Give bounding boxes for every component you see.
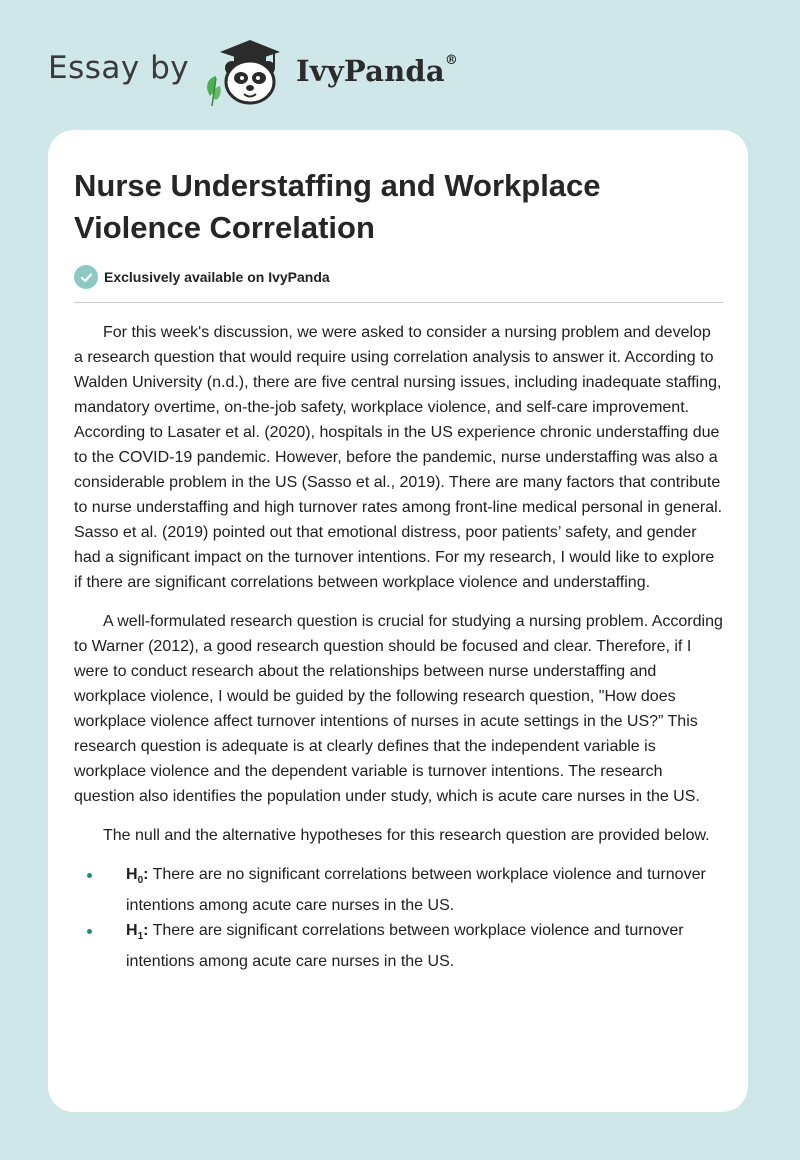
- exclusive-badge: [74, 264, 330, 290]
- hypothesis-label: $H_1$:: [126, 922, 149, 943]
- bullet-icon: [87, 929, 92, 934]
- registered-mark: ®: [444, 53, 459, 69]
- ivypanda-logo-icon[interactable]: [202, 36, 298, 108]
- essay-by-label: Essay by: [48, 50, 190, 86]
- essay-body: [74, 320, 723, 974]
- bullet-icon: [87, 873, 92, 878]
- paragraph: The null and the alternative hypotheses for this research question are provided below.: [103, 827, 710, 844]
- list-item: [74, 918, 723, 974]
- paragraph: For this week's discussion, we were asked to consider a nursing problem and develop a research question that would require using correlation analysis to answer it. According to Walden University (n.d.), there are five central nursing issues, including inadequate staffing, mandatory overtime, on-the-job safety, workplace violence, and self-care improvement. According to Lasater et al. (2020), hospitals in the US experience chronic understaffing due to the COVID-19 pandemic. However, before the pandemic, nurse understaffing was also a considerable problem in the US (Sasso et al., 2019). There are many factors that contribute to nurse understaffing and high turnover rates among front-line medical personal in general. Sasso et al. (2019) pointed out that emotional distress, poor patients’ safety, and gender had a significant impact on the turnover intentions. For my research, I would like to explore if there are significant correlations between workplace violence and understaffing.: [74, 324, 723, 591]
- divider: [74, 302, 723, 303]
- list-item: [74, 862, 723, 918]
- site-header: [48, 36, 548, 106]
- brand-name[interactable]: IvyPanda®: [296, 53, 459, 88]
- essay-card: [48, 130, 748, 1112]
- hypotheses-list: [74, 862, 723, 974]
- exclusive-label: Exclusively available on IvyPanda: [104, 269, 330, 285]
- check-icon: [74, 265, 98, 289]
- hypothesis-text: There are significant correlations between workplace violence and turnover intentions among acute care nurses in the US.: [126, 922, 684, 971]
- hypothesis-label: $H_0$:: [126, 866, 149, 887]
- essay-title: Nurse Understaffing and Workplace Violence Correlation: [74, 168, 601, 245]
- paragraph: A well-formulated research question is crucial for studying a nursing problem. According to Warner (2012), a good research question should be focused and clear. Therefore, if I were to conduct research about the relationships between nurse understaffing and workplace violence, I would be guided by the following research question, "How does workplace violence affect turnover intentions of nurses in acute settings in the US?” This research question is adequate is at clearly defines that the independent variable is workplace violence and the dependent variable is turnover intentions. The research question also identifies the population under study, which is acute care nurses in the US.: [74, 613, 723, 805]
- hypothesis-text: There are no significant correlations between workplace violence and turnover intentions among acute care nurses in the US.: [126, 866, 706, 915]
